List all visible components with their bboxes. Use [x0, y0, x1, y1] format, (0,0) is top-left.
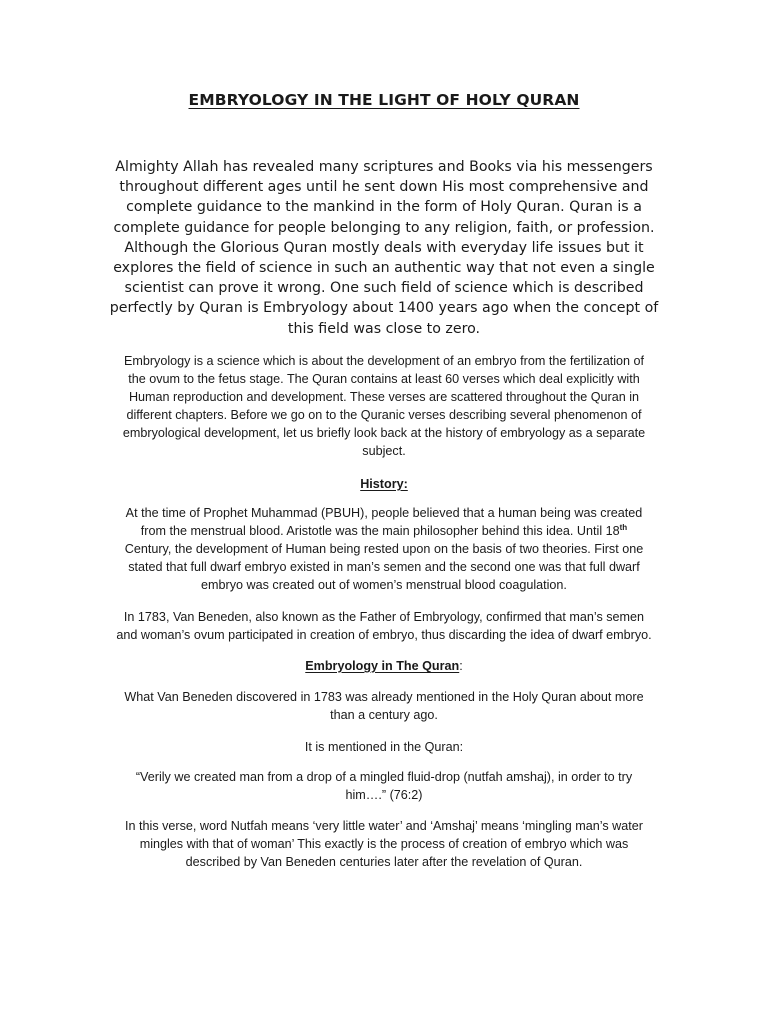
- quran-heading: [0, 657, 768, 675]
- ordinal-superscript: th: [619, 523, 628, 533]
- quran-heading-colon: :: [459, 659, 463, 673]
- paragraph-line: the ovum to the fetus stage. The Quran contains at least 60 verses which deal explicitly with: [128, 372, 640, 387]
- verse-paragraph: [84, 768, 684, 804]
- paragraph-line: What Van Beneden discovered in 1783 was already mentioned in the Holy Quran about more: [124, 690, 644, 704]
- paragraph-line: from the menstrual blood. Aristotle was the main philosopher behind this idea. Until 18: [140, 524, 620, 539]
- intro-line: explores the field of science in such an authentic way that not even a single: [113, 260, 655, 277]
- paragraph-line: embryo was created out of women’s menstrual blood coagulation.: [201, 578, 567, 593]
- paragraph-line: embryological development, let us briefly look back at the history of embryology as a separate: [122, 426, 646, 441]
- paragraph-line: Embryology is a science which is about the development of an embryo from the fertilization of: [123, 354, 645, 368]
- paragraph-line: stated that full dwarf embryo existed in man’s semen and the second one was that full dwarf: [128, 560, 640, 575]
- van-beneden-paragraph: [84, 608, 684, 644]
- document-title: EMBRYOLOGY IN THE LIGHT OF HOLY QURAN: [188, 91, 580, 109]
- intro-line: perfectly by Quran is Embryology about 1400 years ago when the concept of: [109, 300, 659, 317]
- intro-line: complete guidance for people belonging to any religion, faith, or profession.: [113, 219, 655, 236]
- intro-line: this field was close to zero.: [287, 320, 481, 337]
- mentioned-paragraph: [84, 738, 684, 756]
- paragraph-line: mingles with that of woman’ This exactly is the process of creation of embryo which was: [139, 837, 629, 852]
- paragraph-line: than a century ago.: [330, 708, 438, 723]
- paragraph-line: him….” (76:2): [345, 788, 423, 803]
- intro-line: throughout different ages until he sent down His most comprehensive and: [119, 179, 649, 196]
- intro-line: scientist can prove it wrong. One such field of science which is described: [124, 280, 644, 297]
- history-paragraph: [84, 504, 684, 594]
- discovered-paragraph: [84, 688, 684, 724]
- intro-line: Although the Glorious Quran mostly deals with everyday life issues but it: [124, 239, 644, 256]
- paragraph-line: At the time of Prophet Muhammad (PBUH), people believed that a human being was created: [125, 506, 643, 520]
- embryology-definition-paragraph: [84, 352, 684, 461]
- history-heading: [0, 475, 768, 493]
- intro-line: complete guidance to the mankind in the form of Holy Quran. Quran is a: [126, 199, 642, 216]
- paragraph-line: In 1783, Van Beneden, also known as the Father of Embryology, confirmed that man’s semen: [123, 610, 645, 624]
- quran-heading-text: Embryology in The Quran: [305, 659, 460, 673]
- intro-paragraph: [88, 157, 680, 339]
- paragraph-line: and woman’s ovum participated in creation of embryo, thus discarding the idea of dwarf embryo.: [116, 628, 652, 643]
- intro-line: Almighty Allah has revealed many scriptures and Books via his messengers: [115, 159, 653, 175]
- paragraph-line: Human reproduction and development. These verses are scattered throughout the Quran in: [128, 390, 640, 405]
- paragraph-line: described by Van Beneden centuries later after the revelation of Quran.: [185, 855, 583, 870]
- explanation-paragraph: [84, 817, 684, 871]
- history-heading-text: History:: [360, 477, 408, 491]
- paragraph-line: different chapters. Before we go on to the Quranic verses describing several phenomenon of: [126, 408, 642, 423]
- paragraph-line: Century, the development of Human being rested upon on the basis of two theories. First one: [124, 542, 644, 557]
- paragraph-line: “Verily we created man from a drop of a mingled fluid-drop (nutfah amshaj), in order to try: [135, 770, 633, 784]
- paragraph-line: In this verse, word Nutfah means ‘very little water’ and ‘Amshaj’ means ‘mingling man’s water: [125, 819, 643, 833]
- paragraph-line: subject.: [362, 444, 406, 459]
- paragraph-line: It is mentioned in the Quran:: [304, 740, 464, 754]
